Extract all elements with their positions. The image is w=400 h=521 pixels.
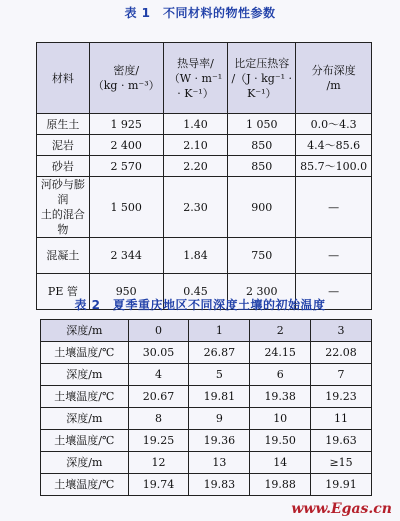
material-cell: PE 管 xyxy=(37,274,90,310)
depth-cell: 85.7～100.0 xyxy=(296,156,372,177)
header-depth: 分布深度 /m xyxy=(296,43,372,114)
depth-cell: 1 xyxy=(189,320,250,342)
depth-label: 深度/m xyxy=(41,408,129,430)
depth-label: 深度/m xyxy=(41,452,129,474)
depth-cell: 5 xyxy=(189,364,250,386)
table-row xyxy=(37,238,372,274)
soil-temperature-table xyxy=(40,319,372,496)
depth-cell: 6 xyxy=(250,364,311,386)
depth-cell: — xyxy=(296,177,372,238)
material-properties-table xyxy=(36,42,372,310)
temperature-cell: 19.81 xyxy=(189,386,250,408)
depth-cell: 9 xyxy=(189,408,250,430)
heat-capacity-cell: 900 xyxy=(228,177,296,238)
density-cell: 1 500 xyxy=(89,177,163,238)
depth-cell: 7 xyxy=(311,364,372,386)
depth-cell: 4.4～85.6 xyxy=(296,135,372,156)
conductivity-cell: 2.10 xyxy=(163,135,228,156)
material-cell: 泥岩 xyxy=(37,135,90,156)
temperature-cell: 19.25 xyxy=(128,430,189,452)
material-cell: 原生土 xyxy=(37,114,90,135)
depth-cell: 13 xyxy=(189,452,250,474)
material-cell: 混凝土 xyxy=(37,238,90,274)
temperature-label: 土壤温度/℃ xyxy=(41,474,129,496)
temperature-row xyxy=(41,474,372,496)
depth-cell: 4 xyxy=(128,364,189,386)
temperature-label: 土壤温度/℃ xyxy=(41,430,129,452)
temperature-cell: 19.36 xyxy=(189,430,250,452)
heat-capacity-cell: 850 xyxy=(228,135,296,156)
temperature-cell: 30.05 xyxy=(128,342,189,364)
depth-cell: 11 xyxy=(311,408,372,430)
depth-cell: — xyxy=(296,274,372,310)
depth-row xyxy=(41,320,372,342)
temperature-cell: 22.08 xyxy=(311,342,372,364)
depth-cell: 14 xyxy=(250,452,311,474)
temperature-cell: 19.50 xyxy=(250,430,311,452)
depth-cell: 2 xyxy=(250,320,311,342)
temperature-cell: 19.83 xyxy=(189,474,250,496)
depth-row xyxy=(41,408,372,430)
temperature-cell: 20.67 xyxy=(128,386,189,408)
table1-header-row xyxy=(37,43,372,114)
temperature-cell: 19.88 xyxy=(250,474,311,496)
material-cell: 砂岩 xyxy=(37,156,90,177)
density-cell: 1 925 xyxy=(89,114,163,135)
density-cell: 2 570 xyxy=(89,156,163,177)
depth-row xyxy=(41,364,372,386)
table1-caption: 表 1 不同材料的物性参数 xyxy=(124,6,276,20)
table-row xyxy=(37,135,372,156)
depth-cell: — xyxy=(296,238,372,274)
temperature-cell: 24.15 xyxy=(250,342,311,364)
heat-capacity-cell: 2 300 xyxy=(228,274,296,310)
temperature-row xyxy=(41,430,372,452)
header-heat-capacity: 比定压热容 /（J · kg⁻¹ · K⁻¹） xyxy=(228,43,296,114)
table2-caption: 表 2 夏季重庆地区不同深度土壤的初始温度 xyxy=(74,298,326,312)
temperature-row xyxy=(41,342,372,364)
header-material: 材料 xyxy=(37,43,90,114)
conductivity-cell: 0.45 xyxy=(163,274,228,310)
temperature-label: 土壤温度/℃ xyxy=(41,386,129,408)
conductivity-cell: 2.20 xyxy=(163,156,228,177)
table-row xyxy=(37,114,372,135)
temperature-cell: 19.63 xyxy=(311,430,372,452)
temperature-cell: 19.74 xyxy=(128,474,189,496)
density-cell: 950 xyxy=(89,274,163,310)
depth-label: 深度/m xyxy=(41,320,129,342)
watermark: www.Egas.cn xyxy=(291,501,392,517)
temperature-label: 土壤温度/℃ xyxy=(41,342,129,364)
header-density: 密度/ （kg · m⁻³） xyxy=(89,43,163,114)
table-row xyxy=(37,177,372,238)
heat-capacity-cell: 1 050 xyxy=(228,114,296,135)
heat-capacity-cell: 750 xyxy=(228,238,296,274)
header-conductivity: 热导率/ （W · m⁻¹ · K⁻¹） xyxy=(163,43,228,114)
depth-row xyxy=(41,452,372,474)
heat-capacity-cell: 850 xyxy=(228,156,296,177)
depth-label: 深度/m xyxy=(41,364,129,386)
density-cell: 2 400 xyxy=(89,135,163,156)
depth-cell: ≥15 xyxy=(311,452,372,474)
temperature-row xyxy=(41,386,372,408)
density-cell: 2 344 xyxy=(89,238,163,274)
conductivity-cell: 2.30 xyxy=(163,177,228,238)
depth-cell: 8 xyxy=(128,408,189,430)
depth-cell: 10 xyxy=(250,408,311,430)
depth-cell: 0 xyxy=(128,320,189,342)
temperature-cell: 19.38 xyxy=(250,386,311,408)
conductivity-cell: 1.84 xyxy=(163,238,228,274)
temperature-cell: 19.91 xyxy=(311,474,372,496)
depth-cell: 0.0～4.3 xyxy=(296,114,372,135)
conductivity-cell: 1.40 xyxy=(163,114,228,135)
temperature-cell: 26.87 xyxy=(189,342,250,364)
table-row xyxy=(37,156,372,177)
material-cell: 河砂与膨润 土的混合物 xyxy=(37,177,90,238)
depth-cell: 3 xyxy=(311,320,372,342)
temperature-cell: 19.23 xyxy=(311,386,372,408)
depth-cell: 12 xyxy=(128,452,189,474)
